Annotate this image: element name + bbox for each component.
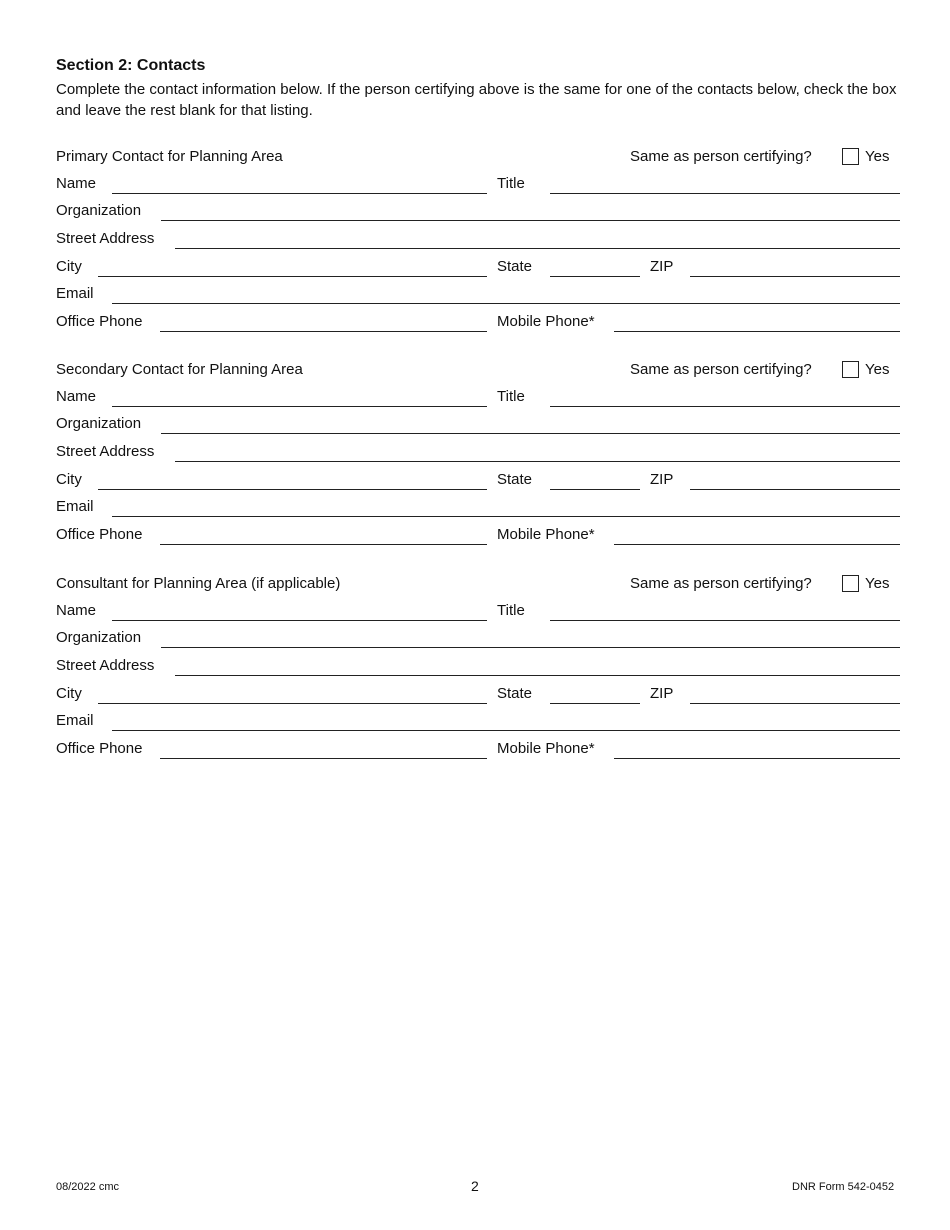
page-number: 2 (471, 1178, 479, 1194)
block-2-name-label: Name (56, 388, 97, 405)
block-3-office-phone-label: Office Phone (56, 740, 143, 757)
block-3-city-field[interactable] (98, 703, 487, 704)
block-2-street-address-field[interactable] (175, 461, 900, 462)
block-3-mobile-phone-label: Mobile Phone* (497, 740, 595, 757)
block-2-email-label: Email (56, 498, 94, 515)
block-2-state-label: State (497, 471, 533, 488)
block-1-mobile-phone-label: Mobile Phone* (497, 313, 595, 330)
block-1-street-address-label: Street Address (56, 230, 155, 247)
block-1-title-label: Title (497, 175, 525, 192)
block-1-city-field[interactable] (98, 276, 487, 277)
block-1-title: Primary Contact for Planning Area (56, 148, 283, 165)
block-3-state-label: State (497, 685, 533, 702)
block-1-city-label: City (56, 258, 82, 275)
block-3-same-as-certifying-label: Same as person certifying? (630, 575, 812, 592)
block-3-organization-label: Organization (56, 629, 142, 646)
block-1-name-field[interactable] (112, 193, 487, 194)
block-1-same-as-certifying-checkbox[interactable] (842, 148, 859, 165)
footer-date: 08/2022 cmc (56, 1181, 119, 1193)
section-heading: Section 2: Contacts (56, 57, 206, 74)
block-1-same-as-certifying-label: Same as person certifying? (630, 148, 812, 165)
block-3-same-as-certifying-checkbox[interactable] (842, 575, 859, 592)
block-2-zip-field[interactable] (690, 489, 900, 490)
block-3-email-label: Email (56, 712, 94, 729)
block-3-mobile-phone-field[interactable] (614, 758, 900, 759)
block-2-title: Secondary Contact for Planning Area (56, 361, 303, 378)
block-2-name-field[interactable] (112, 406, 487, 407)
block-2-mobile-phone-label: Mobile Phone* (497, 526, 595, 543)
block-3-state-field[interactable] (550, 703, 640, 704)
block-1-name-label: Name (56, 175, 97, 192)
block-2-same-as-certifying-checkbox[interactable] (842, 361, 859, 378)
block-3-city-label: City (56, 685, 82, 702)
block-2-state-field[interactable] (550, 489, 640, 490)
block-1-title-field[interactable] (550, 193, 900, 194)
block-3-zip-field[interactable] (690, 703, 900, 704)
block-1-yes-label: Yes (865, 148, 890, 165)
block-3-zip-label: ZIP (650, 685, 674, 702)
block-1-mobile-phone-field[interactable] (614, 331, 900, 332)
block-2-office-phone-field[interactable] (160, 544, 487, 545)
footer-form-number: DNR Form 542-0452 (792, 1181, 895, 1193)
block-3-street-address-label: Street Address (56, 657, 155, 674)
block-1-zip-label: ZIP (650, 258, 674, 275)
block-2-organization-field[interactable] (161, 433, 900, 434)
block-2-office-phone-label: Office Phone (56, 526, 143, 543)
block-1-state-label: State (497, 258, 533, 275)
block-1-state-field[interactable] (550, 276, 640, 277)
block-2-street-address-label: Street Address (56, 443, 155, 460)
block-1-office-phone-label: Office Phone (56, 313, 143, 330)
block-2-city-label: City (56, 471, 82, 488)
block-3-title-label: Title (497, 602, 525, 619)
block-3-title: Consultant for Planning Area (if applicable) (56, 575, 341, 592)
block-1-street-address-field[interactable] (175, 248, 900, 249)
block-3-name-label: Name (56, 602, 97, 619)
block-1-organization-label: Organization (56, 202, 142, 219)
block-1-organization-field[interactable] (161, 220, 900, 221)
block-3-name-field[interactable] (112, 620, 487, 621)
block-1-email-field[interactable] (112, 303, 900, 304)
block-3-email-field[interactable] (112, 730, 900, 731)
block-2-yes-label: Yes (865, 361, 890, 378)
block-2-city-field[interactable] (98, 489, 487, 490)
block-2-email-field[interactable] (112, 516, 900, 517)
block-2-title-field[interactable] (550, 406, 900, 407)
block-2-organization-label: Organization (56, 415, 142, 432)
block-3-yes-label: Yes (865, 575, 890, 592)
block-3-office-phone-field[interactable] (160, 758, 487, 759)
block-2-zip-label: ZIP (650, 471, 674, 488)
block-3-organization-field[interactable] (161, 647, 900, 648)
block-3-street-address-field[interactable] (175, 675, 900, 676)
block-1-zip-field[interactable] (690, 276, 900, 277)
block-2-mobile-phone-field[interactable] (614, 544, 900, 545)
block-2-same-as-certifying-label: Same as person certifying? (630, 361, 812, 378)
block-3-title-field[interactable] (550, 620, 900, 621)
section-intro: Complete the contact information below. If the person certifying above is the same for one of the contacts below, check the box and leave the rest blank for that listing. (56, 81, 897, 119)
block-1-email-label: Email (56, 285, 94, 302)
block-1-office-phone-field[interactable] (160, 331, 487, 332)
block-2-title-label: Title (497, 388, 525, 405)
